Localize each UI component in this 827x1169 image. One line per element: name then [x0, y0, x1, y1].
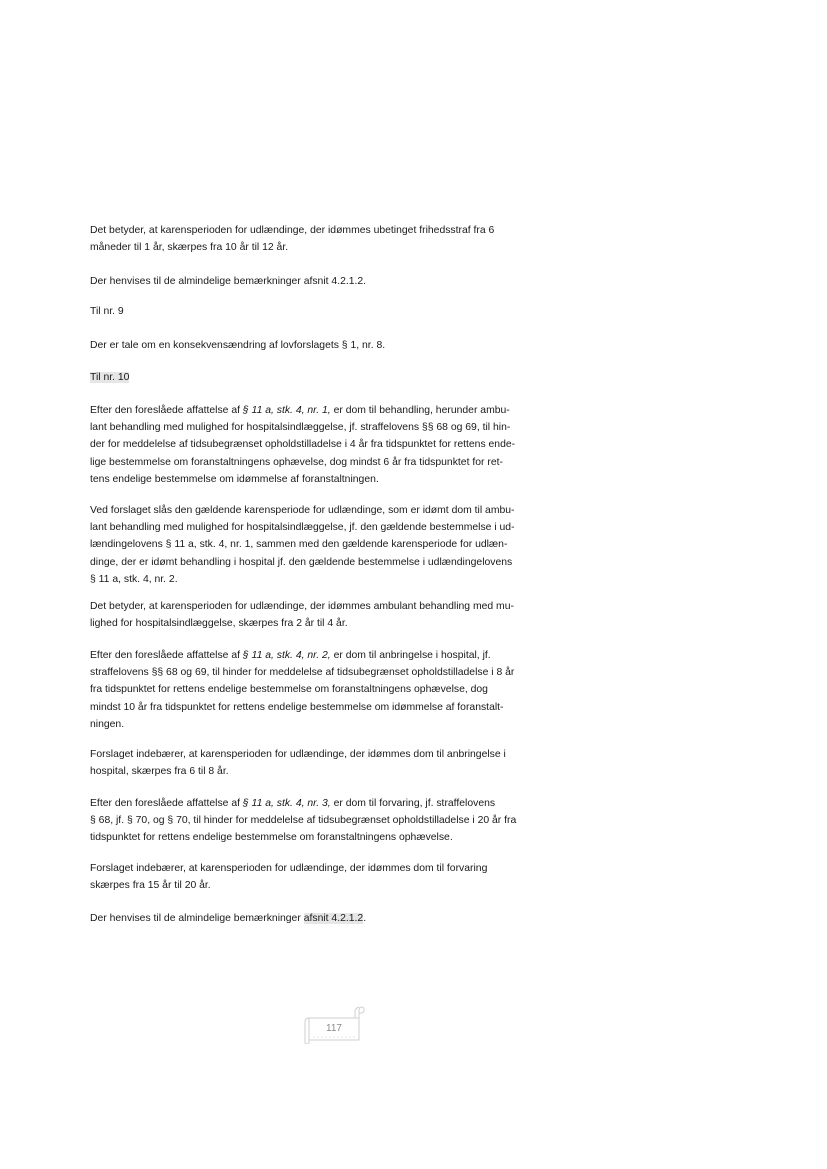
heading-til-nr-9: Til nr. 9 [90, 306, 124, 317]
paragraph-11-body: er dom til forvaring, jf. straffelovens § 68, jf. § 70, og § 70, til hinder for meddelelse af tidsubegrænset opholdstilladelse i 20 år fra tidspunktet for rettens endelige bestemmelse om foranstaltningens ophævelse. [90, 798, 517, 844]
paragraph-4: Der er tale om en konsekvensændring af lovforslagets § 1, nr. 8. [90, 340, 386, 351]
paragraph-10: Forslaget indebærer, at karensperioden for udlændinge, der idømmes dom til anbringelse i hospital, skærpes fra 6 til 8 år. [90, 749, 506, 778]
paragraph-6 [90, 402, 590, 488]
paragraph-1: Det betyder, at karensperioden for udlændinge, der idømmes ubetinget frihedsstraf fra 6 måneder til 1 år, skærpes fra 10 år til 12 år. [90, 225, 495, 254]
page-number-scroll [303, 1006, 365, 1044]
paragraph-6-reference: § 11 a, stk. 4, nr. 1, [242, 405, 331, 416]
paragraph-9-reference: § 11 a, stk. 4, nr. 2, [242, 650, 331, 661]
page-number: 117 [326, 1023, 342, 1034]
paragraph-9 [90, 647, 590, 733]
paragraph-2: Der henvises til de almindelige bemærkninger afsnit 4.2.1.2. [90, 276, 367, 287]
paragraph-11-lead: Efter den foreslåede affattelse af [90, 798, 243, 809]
paragraph-6-body: er dom til behandling, herunder ambu- lant behandling med mulighed for hospitalsindlæggelse, jf. straffelovens §§ 68 og 69, til hin- der for meddelelse af tidsubegrænset opholdstilladelse i 4 år fra tidspunktet for rettens ende- lige bestemmelse om foranstaltningens ophævelse, dog mindst 6 år fra tidspunktet for ret- tens endelige bestemmelse om idømmelse af foranstaltningen. [90, 405, 516, 485]
paragraph-13-end: . [363, 913, 367, 924]
paragraph-11-reference: § 11 a, stk. 4, nr. 3, [242, 798, 331, 809]
paragraph-13 [90, 910, 590, 927]
paragraph-9-body: er dom til anbringelse i hospital, jf. straffelovens §§ 68 og 69, til hinder for meddelelse af tidsubegrænset opholdstilladelse i 8 år fra tidspunktet for rettens endelige bestemmelse om foranstaltningens ophævelse, dog mindst 10 år fra tidspunktet for rettens endelige bestemmelse om idømmelse af foranstalt- ningen. [90, 650, 515, 730]
heading-til-nr-10-text: Til nr. 10 [90, 372, 130, 383]
paragraph-7: Ved forslaget slås den gældende karensperiode for udlændinge, som er idømt dom til ambu- lant behandling med mulighed for hospitalsindlæggelse, jf. den gældende bestemmelse i ud- lændingelovens § 11 a, stk. 4, nr. 1, sammen med den gældende karensperiode for udlæn- dinge, der er idømt behandling i hospital jf. den gældende bestemmelse i udlændingelovens § 11 a, stk. 4, nr. 2. [90, 505, 515, 585]
paragraph-8: Det betyder, at karensperioden for udlændinge, der idømmes ambulant behandling med mu- lighed for hospitalsindlæggelse, skærpes fra 2 år til 4 år. [90, 601, 514, 630]
heading-til-nr-10 [90, 369, 590, 386]
paragraph-9-lead: Efter den foreslåede affattelse af [90, 650, 243, 661]
paragraph-11 [90, 795, 590, 847]
paragraph-6-lead: Efter den foreslåede affattelse af [90, 405, 243, 416]
paragraph-13-lead: Der henvises til de almindelige bemærkninger [90, 913, 304, 924]
paragraph-13-section-reference: afsnit 4.2.1.2 [303, 913, 364, 924]
paragraph-12: Forslaget indebærer, at karensperioden for udlændinge, der idømmes dom til forvaring skærpes fra 15 år til 20 år. [90, 863, 488, 892]
